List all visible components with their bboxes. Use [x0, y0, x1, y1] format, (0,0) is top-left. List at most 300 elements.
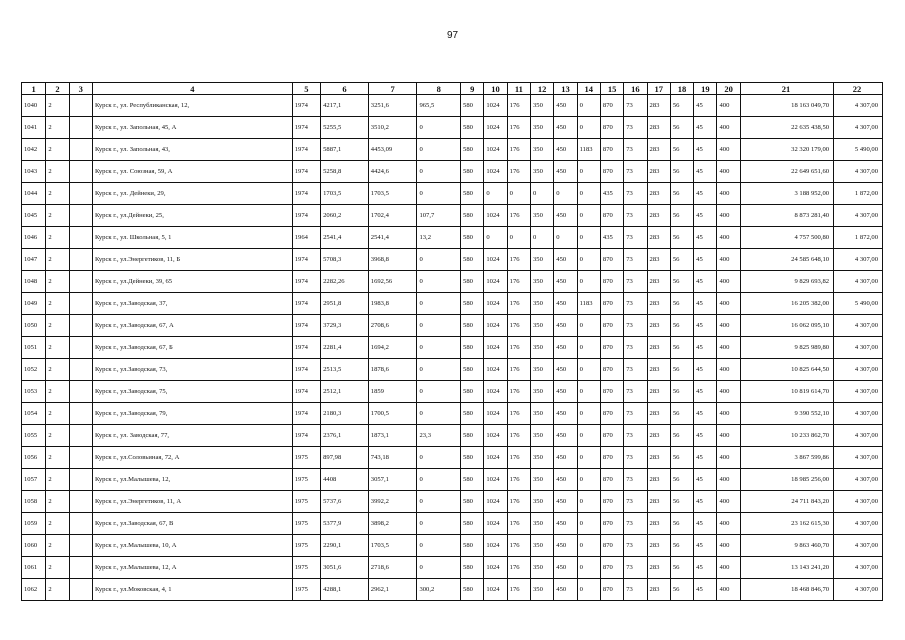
table-cell: 580	[461, 337, 484, 359]
table-cell: 870	[600, 271, 623, 293]
table-cell: 870	[600, 139, 623, 161]
table-cell: Курск г., ул.Энергетиков, 11, Б	[92, 249, 292, 271]
table-cell: 56	[670, 491, 693, 513]
table-row	[22, 337, 883, 359]
table-cell: 283	[647, 117, 670, 139]
table-cell: 73	[624, 579, 647, 601]
table-cell: 18 985 256,00	[740, 469, 833, 491]
table-cell: 1048	[22, 271, 46, 293]
table-cell: 176	[507, 337, 530, 359]
table-cell: 3251,6	[368, 95, 417, 117]
table-cell: 1975	[292, 469, 320, 491]
table-cell: 176	[507, 95, 530, 117]
table-cell: 1024	[484, 535, 507, 557]
table-cell: 350	[530, 293, 553, 315]
table-cell: 56	[670, 337, 693, 359]
column-header: 18	[670, 83, 693, 95]
table-cell: 2	[46, 579, 69, 601]
table-cell: 400	[717, 161, 740, 183]
table-cell: Курск г., ул.Соловьиная, 72, А	[92, 447, 292, 469]
table-row	[22, 381, 883, 403]
table-cell: 350	[530, 491, 553, 513]
table-cell: Курск г., ул. Запольная, 45, А	[92, 117, 292, 139]
table-cell: 0	[577, 249, 600, 271]
table-cell: 350	[530, 337, 553, 359]
column-header: 5	[292, 83, 320, 95]
table-cell: 73	[624, 557, 647, 579]
table-cell: 580	[461, 359, 484, 381]
table-cell: Курск г., ул.Моковская, 4, 1	[92, 579, 292, 601]
table-cell: 450	[554, 447, 577, 469]
table-cell: 1974	[292, 95, 320, 117]
table-cell: 2376,1	[321, 425, 369, 447]
table-cell: 73	[624, 249, 647, 271]
table-cell: 350	[530, 161, 553, 183]
table-cell: 56	[670, 249, 693, 271]
table-cell: 45	[694, 579, 717, 601]
table-cell: 2	[46, 249, 69, 271]
table-cell	[69, 139, 92, 161]
table-cell: 45	[694, 249, 717, 271]
table-cell: 1062	[22, 579, 46, 601]
table-cell: 45	[694, 359, 717, 381]
table-cell: 45	[694, 315, 717, 337]
table-cell: 400	[717, 557, 740, 579]
table-cell: 450	[554, 359, 577, 381]
table-cell: 1054	[22, 403, 46, 425]
table-cell: 2	[46, 95, 69, 117]
table-cell: 73	[624, 469, 647, 491]
table-cell: Курск г., ул.Заводская, 79,	[92, 403, 292, 425]
table-cell: 56	[670, 513, 693, 535]
table-cell: 9 863 460,70	[740, 535, 833, 557]
table-cell: 73	[624, 535, 647, 557]
table-cell: Курск г., ул.Заводская, 73,	[92, 359, 292, 381]
table-cell: 283	[647, 381, 670, 403]
table-cell: 283	[647, 469, 670, 491]
table-cell: 400	[717, 271, 740, 293]
table-cell: 283	[647, 95, 670, 117]
table-cell: Курск г., ул. Республиканская, 12,	[92, 95, 292, 117]
table-body	[22, 83, 883, 601]
table-cell: 56	[670, 139, 693, 161]
table-cell: 2513,5	[321, 359, 369, 381]
table-cell: 580	[461, 579, 484, 601]
table-cell: 56	[670, 447, 693, 469]
table-cell: Курск г., ул.Энергетиков, 11, А	[92, 491, 292, 513]
table-row	[22, 403, 883, 425]
table-cell: 45	[694, 425, 717, 447]
table-cell: 580	[461, 447, 484, 469]
table-cell: 1974	[292, 205, 320, 227]
table-cell: 1974	[292, 381, 320, 403]
table-cell: 2	[46, 425, 69, 447]
table-cell: 3057,1	[368, 469, 417, 491]
table-cell: 1041	[22, 117, 46, 139]
table-cell	[69, 469, 92, 491]
table-cell	[69, 425, 92, 447]
table-cell: 450	[554, 161, 577, 183]
table-cell: 400	[717, 293, 740, 315]
table-cell: 10 825 644,50	[740, 359, 833, 381]
table-cell: 73	[624, 183, 647, 205]
table-cell	[69, 491, 92, 513]
table-cell: 1873,1	[368, 425, 417, 447]
table-cell: 22 635 438,50	[740, 117, 833, 139]
table-cell: 400	[717, 381, 740, 403]
table-cell: 0	[530, 183, 553, 205]
table-cell: 176	[507, 139, 530, 161]
table-cell: 450	[554, 513, 577, 535]
table-cell	[69, 117, 92, 139]
table-cell: 350	[530, 117, 553, 139]
table-cell: 45	[694, 535, 717, 557]
table-cell: 450	[554, 557, 577, 579]
table-cell: 0	[530, 227, 553, 249]
table-cell: 2	[46, 447, 69, 469]
table-cell: Курск г., ул. Союзная, 59, А	[92, 161, 292, 183]
table-cell: 580	[461, 293, 484, 315]
table-cell: 2708,6	[368, 315, 417, 337]
table-cell: 23 162 615,30	[740, 513, 833, 535]
table-cell: 176	[507, 557, 530, 579]
table-cell: 1052	[22, 359, 46, 381]
column-header: 1	[22, 83, 46, 95]
table-cell: 870	[600, 337, 623, 359]
table-cell: 24 585 648,10	[740, 249, 833, 271]
table-cell: 1 872,00	[834, 183, 883, 205]
table-cell: 450	[554, 381, 577, 403]
table-cell: 176	[507, 535, 530, 557]
table-cell: 870	[600, 535, 623, 557]
table-cell: 4 307,00	[834, 491, 883, 513]
table-cell: 56	[670, 271, 693, 293]
table-cell: 1024	[484, 381, 507, 403]
table-cell: 0	[554, 183, 577, 205]
table-cell: 283	[647, 579, 670, 601]
table-cell: 350	[530, 447, 553, 469]
table-cell: 283	[647, 139, 670, 161]
table-cell: 1024	[484, 139, 507, 161]
table-cell: 3 867 599,86	[740, 447, 833, 469]
table-cell: 400	[717, 469, 740, 491]
table-cell: 400	[717, 205, 740, 227]
table-cell: 45	[694, 271, 717, 293]
table-cell: 73	[624, 271, 647, 293]
table-cell: 4288,1	[321, 579, 369, 601]
table-cell: 435	[600, 183, 623, 205]
table-cell: 400	[717, 403, 740, 425]
table-cell: 0	[577, 557, 600, 579]
table-cell: 350	[530, 381, 553, 403]
table-cell: Курск г., ул.Дейнеки, 39, 65	[92, 271, 292, 293]
table-cell: 580	[461, 469, 484, 491]
table-cell: 2541,4	[368, 227, 417, 249]
table-cell: 580	[461, 161, 484, 183]
table-row	[22, 95, 883, 117]
table-cell: 870	[600, 117, 623, 139]
table-cell: 0	[577, 425, 600, 447]
table-cell: 0	[577, 579, 600, 601]
table-cell: 450	[554, 469, 577, 491]
table-cell: 1975	[292, 513, 320, 535]
table-cell: 0	[577, 95, 600, 117]
table-cell: 45	[694, 469, 717, 491]
table-cell: 0	[417, 183, 461, 205]
table-cell: 5 490,00	[834, 293, 883, 315]
table-cell: Курск г., ул.Заводская, 37,	[92, 293, 292, 315]
table-cell: 176	[507, 447, 530, 469]
table-cell: 1974	[292, 249, 320, 271]
table-cell: 56	[670, 425, 693, 447]
column-header: 22	[834, 83, 883, 95]
table-cell: 1024	[484, 513, 507, 535]
table-cell: 1024	[484, 425, 507, 447]
table-cell: 10 819 614,70	[740, 381, 833, 403]
table-cell: 400	[717, 513, 740, 535]
table-cell: 73	[624, 95, 647, 117]
table-cell: 1061	[22, 557, 46, 579]
table-cell: 400	[717, 139, 740, 161]
table-cell: 1024	[484, 161, 507, 183]
table-cell: 400	[717, 535, 740, 557]
table-cell: 0	[577, 491, 600, 513]
table-cell: 0	[577, 183, 600, 205]
table-cell: 2	[46, 315, 69, 337]
table-cell: 1049	[22, 293, 46, 315]
table-cell: 0	[577, 535, 600, 557]
table-cell: 2	[46, 491, 69, 513]
table-cell: 283	[647, 227, 670, 249]
table-cell: 45	[694, 513, 717, 535]
table-cell: 400	[717, 249, 740, 271]
column-header: 15	[600, 83, 623, 95]
table-cell: 965,5	[417, 95, 461, 117]
table-cell: 450	[554, 249, 577, 271]
table-cell: 3729,3	[321, 315, 369, 337]
table-cell: 1974	[292, 359, 320, 381]
table-row	[22, 271, 883, 293]
table-cell: 3968,8	[368, 249, 417, 271]
table-cell: 56	[670, 205, 693, 227]
table-cell: 2	[46, 337, 69, 359]
table-cell: 73	[624, 337, 647, 359]
table-cell: 2	[46, 469, 69, 491]
table-cell: 4 307,00	[834, 337, 883, 359]
table-row	[22, 535, 883, 557]
table-cell: 2951,8	[321, 293, 369, 315]
table-cell: 350	[530, 557, 553, 579]
table-cell: 1975	[292, 579, 320, 601]
table-cell: 176	[507, 579, 530, 601]
table-cell: 400	[717, 95, 740, 117]
table-cell: 0	[417, 381, 461, 403]
table-cell: 0	[417, 557, 461, 579]
table-cell: 3 188 952,00	[740, 183, 833, 205]
table-cell: 4 307,00	[834, 249, 883, 271]
table-row	[22, 227, 883, 249]
table-cell: 73	[624, 513, 647, 535]
column-header: 9	[461, 83, 484, 95]
table-cell: 1975	[292, 535, 320, 557]
table-cell: 4 307,00	[834, 381, 883, 403]
table-cell: 1024	[484, 249, 507, 271]
column-header: 2	[46, 83, 69, 95]
table-cell: 350	[530, 359, 553, 381]
table-cell	[69, 447, 92, 469]
table-cell: 2	[46, 293, 69, 315]
table-cell: 4 307,00	[834, 425, 883, 447]
table-cell: 56	[670, 403, 693, 425]
table-cell: 2282,26	[321, 271, 369, 293]
table-cell	[69, 535, 92, 557]
table-cell: 45	[694, 227, 717, 249]
column-header: 11	[507, 83, 530, 95]
table-cell: 18 163 049,70	[740, 95, 833, 117]
table-cell: 45	[694, 205, 717, 227]
table-cell: 283	[647, 403, 670, 425]
table-cell: 400	[717, 227, 740, 249]
table-cell: 45	[694, 95, 717, 117]
table-cell: 1703,5	[321, 183, 369, 205]
table-cell: 400	[717, 579, 740, 601]
table-cell: 13 143 241,20	[740, 557, 833, 579]
table-cell: 0	[577, 315, 600, 337]
table-cell: 56	[670, 183, 693, 205]
table-cell: 5258,8	[321, 161, 369, 183]
table-cell: 4 307,00	[834, 579, 883, 601]
table-cell: 0	[507, 183, 530, 205]
table-cell: 450	[554, 425, 577, 447]
table-cell: 1046	[22, 227, 46, 249]
table-cell: 580	[461, 227, 484, 249]
table-cell: 1974	[292, 337, 320, 359]
table-cell: 350	[530, 139, 553, 161]
table-cell: 1024	[484, 403, 507, 425]
table-cell: 283	[647, 557, 670, 579]
table-cell: 9 829 693,82	[740, 271, 833, 293]
table-cell: 580	[461, 425, 484, 447]
table-cell: 176	[507, 403, 530, 425]
table-cell: 5737,6	[321, 491, 369, 513]
table-cell: 2281,4	[321, 337, 369, 359]
table-cell: 0	[577, 381, 600, 403]
table-cell: 0	[577, 359, 600, 381]
table-cell: 1024	[484, 315, 507, 337]
table-cell: 897,98	[321, 447, 369, 469]
table-cell: 0	[417, 491, 461, 513]
table-cell: 2	[46, 205, 69, 227]
table-row	[22, 205, 883, 227]
table-cell: 56	[670, 227, 693, 249]
table-cell: 22 649 651,60	[740, 161, 833, 183]
column-header: 12	[530, 83, 553, 95]
table-row	[22, 183, 883, 205]
table-cell: 73	[624, 139, 647, 161]
table-row	[22, 315, 883, 337]
table-cell	[69, 293, 92, 315]
table-cell: 56	[670, 557, 693, 579]
table-cell: 580	[461, 205, 484, 227]
table-cell: 2512,1	[321, 381, 369, 403]
table-cell: 870	[600, 447, 623, 469]
table-cell: 870	[600, 491, 623, 513]
table-row	[22, 117, 883, 139]
table-cell: 0	[577, 337, 600, 359]
table-cell: 45	[694, 447, 717, 469]
table-cell: Курск г., ул.Заводская, 75,	[92, 381, 292, 403]
table-cell: 1974	[292, 271, 320, 293]
table-cell: 16 062 095,10	[740, 315, 833, 337]
table-cell	[69, 557, 92, 579]
table-cell: 1974	[292, 139, 320, 161]
table-cell	[69, 161, 92, 183]
table-cell: 283	[647, 491, 670, 513]
table-cell: 73	[624, 381, 647, 403]
table-cell: 2	[46, 271, 69, 293]
table-cell: 580	[461, 271, 484, 293]
table-cell: 1055	[22, 425, 46, 447]
table-cell: 56	[670, 117, 693, 139]
table-row	[22, 557, 883, 579]
table-cell: 1057	[22, 469, 46, 491]
table-cell: 450	[554, 315, 577, 337]
table-cell: 176	[507, 205, 530, 227]
table-cell: 56	[670, 535, 693, 557]
column-header: 14	[577, 83, 600, 95]
table-cell: 2	[46, 513, 69, 535]
table-cell: 283	[647, 535, 670, 557]
table-cell: 300,2	[417, 579, 461, 601]
table-cell: 13,2	[417, 227, 461, 249]
table-cell: 283	[647, 161, 670, 183]
table-cell: 580	[461, 95, 484, 117]
table-cell: 870	[600, 161, 623, 183]
table-cell: 1042	[22, 139, 46, 161]
table-cell: 0	[417, 249, 461, 271]
table-cell: 10 233 862,70	[740, 425, 833, 447]
table-cell: 5887,1	[321, 139, 369, 161]
table-cell: 5255,5	[321, 117, 369, 139]
table-cell: 2	[46, 117, 69, 139]
table-cell: 45	[694, 117, 717, 139]
column-header: 7	[368, 83, 417, 95]
table-cell: 400	[717, 359, 740, 381]
table-cell: 1964	[292, 227, 320, 249]
table-cell: 107,7	[417, 205, 461, 227]
table-cell: 45	[694, 557, 717, 579]
table-row	[22, 579, 883, 601]
table-cell: 580	[461, 249, 484, 271]
table-cell: 0	[417, 161, 461, 183]
column-header: 21	[740, 83, 833, 95]
table-cell: 1859	[368, 381, 417, 403]
table-cell: Курск г., ул. Заводская, 77,	[92, 425, 292, 447]
table-row	[22, 513, 883, 535]
table-cell: 4 307,00	[834, 117, 883, 139]
table-cell: 0	[577, 205, 600, 227]
column-header: 6	[321, 83, 369, 95]
table-cell: 0	[417, 315, 461, 337]
table-cell: 1974	[292, 315, 320, 337]
table-cell: 1045	[22, 205, 46, 227]
table-cell: 1040	[22, 95, 46, 117]
table-cell: 4 307,00	[834, 535, 883, 557]
header-row	[22, 83, 883, 95]
table-cell: 1024	[484, 293, 507, 315]
table-cell: 2	[46, 403, 69, 425]
table-cell: 1060	[22, 535, 46, 557]
